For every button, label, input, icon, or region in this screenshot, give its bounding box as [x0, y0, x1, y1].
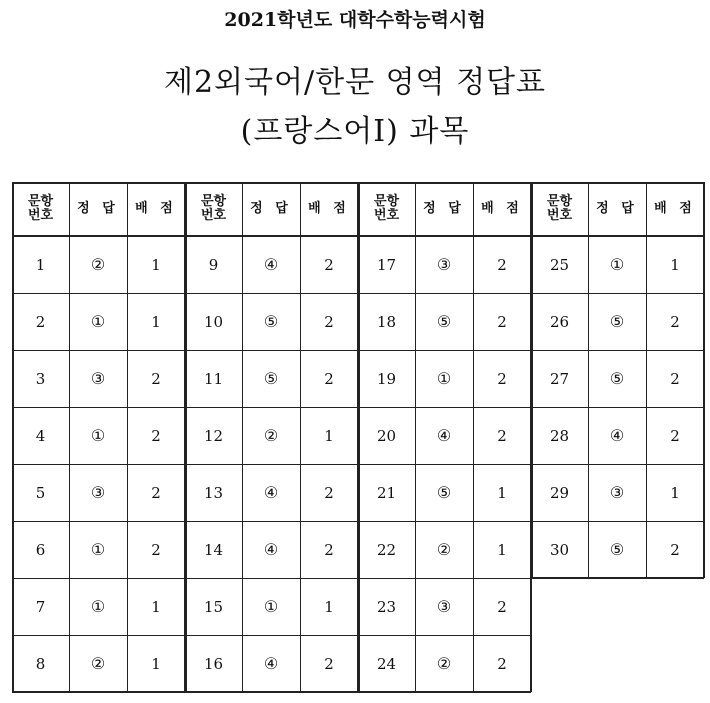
answer-cell: ③ — [90, 369, 106, 388]
question-number: 22 — [376, 540, 397, 559]
section-title: 제2외국어/한문 영역 정답표 — [163, 65, 547, 100]
column-divider — [415, 182, 416, 692]
header-divider — [12, 235, 185, 237]
row-divider — [12, 464, 185, 465]
answer-cell: ③ — [609, 483, 625, 502]
column-divider — [242, 182, 243, 692]
row-divider — [185, 635, 358, 636]
row-divider — [358, 578, 531, 579]
question-number: 4 — [35, 426, 46, 445]
question-number: 3 — [35, 369, 46, 388]
row-divider — [531, 350, 704, 351]
question-number: 29 — [549, 483, 570, 502]
answer-cell: ⑤ — [609, 540, 625, 559]
answer-cell: ⑤ — [263, 312, 279, 331]
answer-cell: ② — [90, 255, 106, 274]
score-cell: 1 — [670, 255, 680, 274]
row-divider — [12, 407, 185, 408]
question-number: 25 — [549, 255, 570, 274]
score-cell: 2 — [670, 540, 680, 559]
score-cell: 2 — [324, 255, 334, 274]
row-divider — [531, 464, 704, 465]
answer-cell: ① — [436, 369, 452, 388]
score-cell: 2 — [324, 654, 334, 673]
header-question-number: 문항 번호 — [200, 194, 227, 223]
score-cell: 2 — [670, 426, 680, 445]
header-divider — [358, 235, 531, 237]
score-cell: 1 — [151, 255, 161, 274]
row-divider — [358, 293, 531, 294]
answer-cell: ④ — [436, 426, 452, 445]
question-number: 16 — [203, 654, 224, 673]
answer-cell: ⑤ — [263, 369, 279, 388]
table-border-bottom — [185, 691, 358, 693]
header-score: 배 점 — [481, 201, 523, 216]
question-number: 1 — [35, 255, 46, 274]
answer-cell: ⑤ — [609, 312, 625, 331]
answer-cell: ④ — [609, 426, 625, 445]
score-cell: 2 — [151, 540, 161, 559]
question-number: 8 — [35, 654, 46, 673]
row-divider — [185, 407, 358, 408]
table-border-top — [358, 182, 531, 184]
answer-cell: ③ — [436, 255, 452, 274]
score-cell: 1 — [324, 597, 334, 616]
question-number: 20 — [376, 426, 397, 445]
question-number: 12 — [203, 426, 224, 445]
subject-title: (프랑스어Ⅰ) 과목 — [240, 114, 470, 149]
row-divider — [185, 521, 358, 522]
row-divider — [358, 635, 531, 636]
row-divider — [185, 293, 358, 294]
answer-cell: ④ — [263, 483, 279, 502]
header-score: 배 점 — [654, 201, 696, 216]
score-cell: 2 — [497, 312, 507, 331]
question-number: 27 — [549, 369, 570, 388]
header-answer: 정 답 — [77, 201, 119, 216]
score-cell: 2 — [324, 312, 334, 331]
answer-cell: ① — [90, 426, 106, 445]
question-number: 9 — [208, 255, 219, 274]
score-cell: 2 — [151, 426, 161, 445]
score-cell: 2 — [324, 540, 334, 559]
question-number: 24 — [376, 654, 397, 673]
row-divider — [12, 293, 185, 294]
answer-cell: ④ — [263, 540, 279, 559]
question-number: 30 — [549, 540, 570, 559]
question-number: 19 — [376, 369, 397, 388]
row-divider — [12, 521, 185, 522]
answer-cell: ③ — [90, 483, 106, 502]
score-cell: 2 — [497, 255, 507, 274]
question-number: 11 — [203, 369, 224, 388]
column-divider — [646, 182, 647, 578]
exam-title: 2021학년도 대학수학능력시험 — [224, 9, 486, 31]
group-left-border — [185, 182, 187, 692]
score-cell: 2 — [151, 483, 161, 502]
group-left-border — [12, 182, 14, 692]
answer-cell: ② — [90, 654, 106, 673]
score-cell: 1 — [497, 540, 507, 559]
score-cell: 1 — [670, 483, 680, 502]
answer-cell: ① — [90, 312, 106, 331]
table-border-top — [12, 182, 185, 184]
question-number: 13 — [203, 483, 224, 502]
column-divider — [588, 182, 589, 578]
question-number: 10 — [203, 312, 224, 331]
answer-cell: ⑤ — [436, 483, 452, 502]
column-divider — [69, 182, 70, 692]
row-divider — [12, 578, 185, 579]
header-divider — [531, 235, 704, 237]
score-cell: 1 — [151, 654, 161, 673]
row-divider — [185, 464, 358, 465]
score-cell: 2 — [670, 312, 680, 331]
score-cell: 2 — [497, 369, 507, 388]
score-cell: 1 — [151, 597, 161, 616]
answer-key-table — [12, 182, 699, 692]
answer-cell: ① — [263, 597, 279, 616]
question-number: 2 — [35, 312, 46, 331]
answer-cell: ④ — [263, 654, 279, 673]
score-cell: 2 — [497, 654, 507, 673]
column-divider — [127, 182, 128, 692]
row-divider — [12, 635, 185, 636]
answer-cell: ④ — [263, 255, 279, 274]
question-number: 23 — [376, 597, 397, 616]
score-cell: 2 — [324, 483, 334, 502]
question-number: 28 — [549, 426, 570, 445]
answer-cell: ② — [263, 426, 279, 445]
answer-cell: ① — [90, 540, 106, 559]
answer-cell: ① — [609, 255, 625, 274]
header-score: 배 점 — [308, 201, 350, 216]
row-divider — [12, 350, 185, 351]
header-answer: 정 답 — [596, 201, 638, 216]
score-cell: 2 — [670, 369, 680, 388]
header-answer: 정 답 — [423, 201, 465, 216]
group-right-border — [703, 182, 705, 578]
answer-cell: ⑤ — [436, 312, 452, 331]
score-cell: 2 — [151, 369, 161, 388]
question-number: 17 — [376, 255, 397, 274]
header-answer: 정 답 — [250, 201, 292, 216]
row-divider — [358, 407, 531, 408]
table-border-bottom — [358, 691, 531, 693]
row-divider — [531, 521, 704, 522]
header-divider — [185, 235, 358, 237]
score-cell: 1 — [324, 426, 334, 445]
row-divider — [531, 293, 704, 294]
question-number: 26 — [549, 312, 570, 331]
column-divider — [473, 182, 474, 692]
column-divider — [300, 182, 301, 692]
row-divider — [358, 464, 531, 465]
row-divider — [358, 350, 531, 351]
score-cell: 2 — [497, 426, 507, 445]
question-number: 7 — [35, 597, 46, 616]
answer-cell: ⑤ — [609, 369, 625, 388]
table-border-bottom — [12, 691, 185, 693]
header-question-number: 문항 번호 — [27, 194, 54, 223]
question-number: 18 — [376, 312, 397, 331]
table-border-top — [531, 182, 704, 184]
header-question-number: 문항 번호 — [373, 194, 400, 223]
question-number: 14 — [203, 540, 224, 559]
score-cell: 2 — [497, 597, 507, 616]
row-divider — [185, 350, 358, 351]
question-number: 21 — [376, 483, 397, 502]
question-number: 5 — [35, 483, 46, 502]
score-cell: 1 — [151, 312, 161, 331]
group-left-border — [358, 182, 360, 692]
question-number: 6 — [35, 540, 46, 559]
question-number: 15 — [203, 597, 224, 616]
row-divider — [358, 521, 531, 522]
header-question-number: 문항 번호 — [546, 194, 573, 223]
answer-cell: ③ — [436, 597, 452, 616]
row-divider — [531, 407, 704, 408]
group-left-border — [531, 182, 533, 578]
answer-cell: ② — [436, 654, 452, 673]
answer-cell: ① — [90, 597, 106, 616]
score-cell: 2 — [324, 369, 334, 388]
answer-cell: ② — [436, 540, 452, 559]
table-border-bottom — [531, 577, 704, 579]
header-score: 배 점 — [135, 201, 177, 216]
score-cell: 1 — [497, 483, 507, 502]
table-border-top — [185, 182, 358, 184]
row-divider — [185, 578, 358, 579]
